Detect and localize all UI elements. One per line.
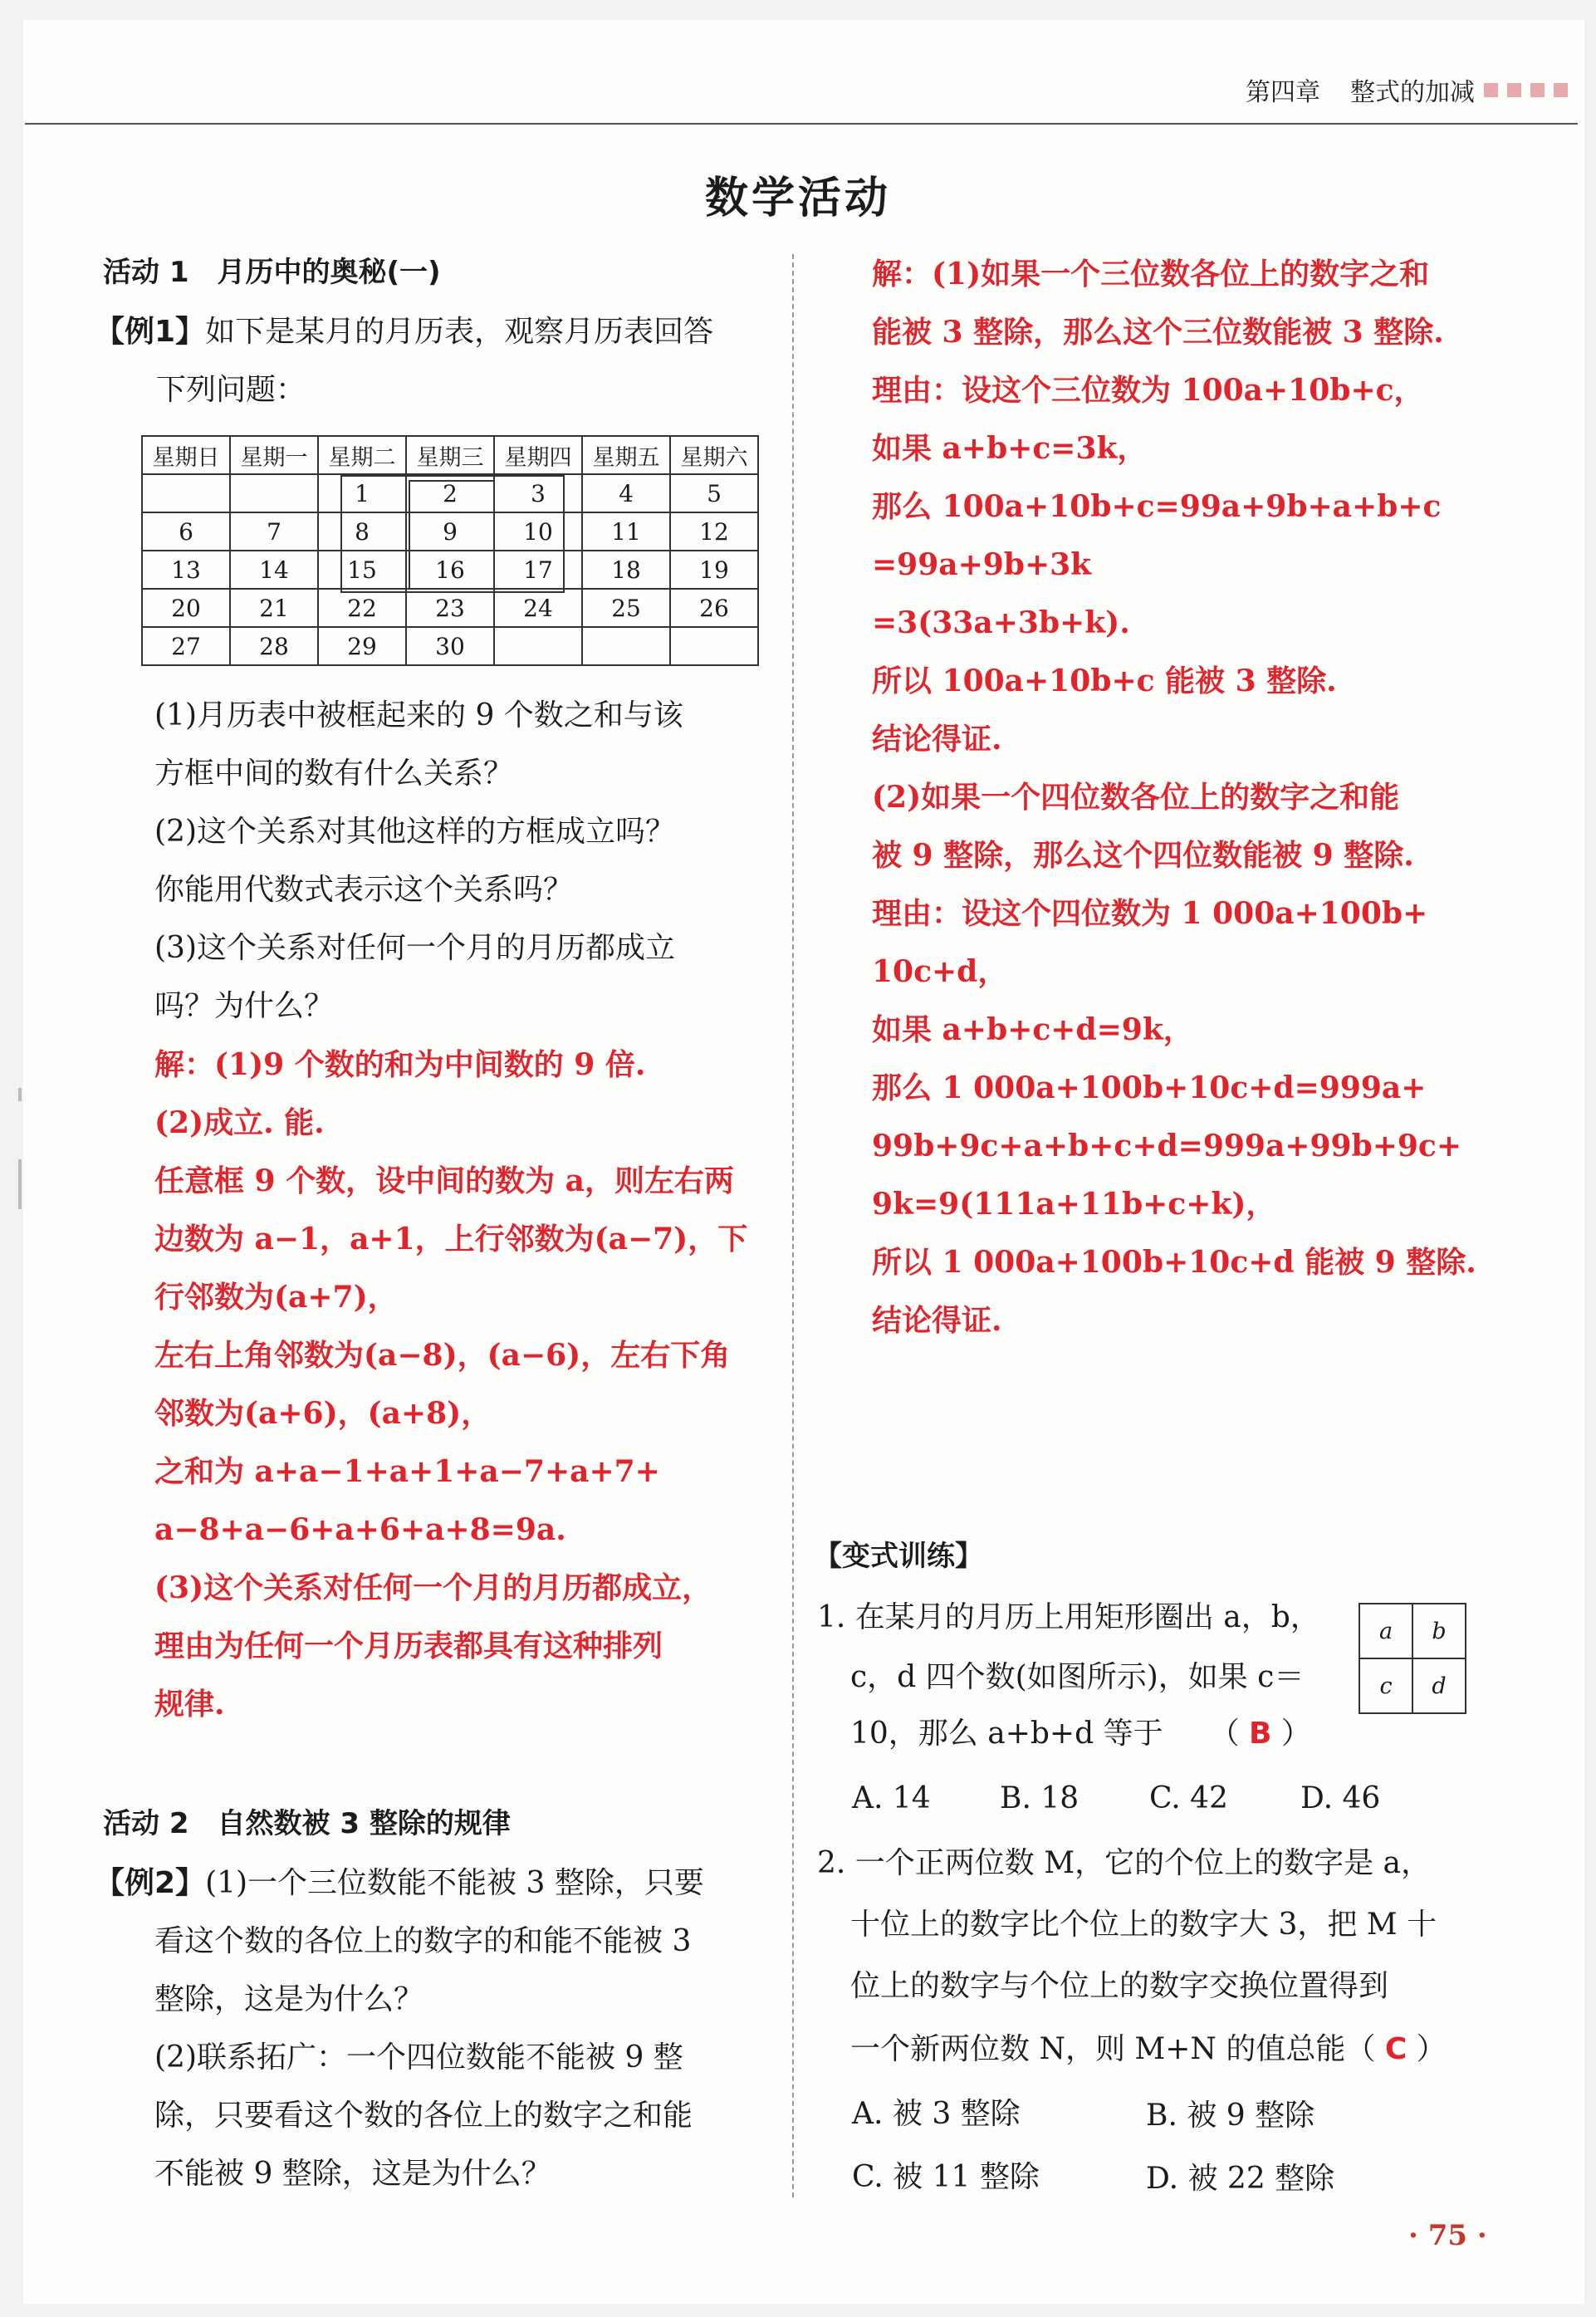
solution2-line: =99a+9b+3k bbox=[872, 547, 1092, 582]
calendar-header: 星期五 bbox=[582, 436, 670, 474]
calendar-cell: 22 bbox=[318, 589, 406, 627]
solution1-line: 解：(1)9 个数的和为中间数的 9 倍. bbox=[154, 1047, 646, 1082]
calendar-cell: 29 bbox=[318, 627, 406, 665]
table-row bbox=[1359, 1604, 1466, 1658]
question-line: (2)这个关系对其他这样的方框成立吗？ bbox=[154, 815, 675, 849]
calendar-cell bbox=[142, 474, 230, 512]
example2-line: 【例2】(1)一个三位数能不能被 3 整除，只要 bbox=[95, 1866, 704, 1900]
q1-option-c: C. 42 bbox=[1149, 1781, 1228, 1815]
q2-option-d: D. 被 22 整除 bbox=[1146, 2162, 1335, 2196]
example2-line: 看这个数的各位上的数字的和能不能被 3 bbox=[154, 1924, 692, 1958]
example2-line: 不能被 9 整除，这是为什么？ bbox=[154, 2157, 551, 2191]
solution1-line: 行邻数为(a+7)， bbox=[154, 1280, 398, 1315]
solution2-line: 99b+9c+a+b+c+d=999a+99b+9c+ bbox=[872, 1129, 1462, 1163]
solution1-line: 邻数为(a+6)，(a+8)， bbox=[154, 1396, 492, 1431]
calendar-cell: 5 bbox=[670, 474, 758, 512]
grid-cell-d: d bbox=[1412, 1658, 1466, 1713]
calendar-cell: 2 bbox=[406, 474, 494, 512]
example2-label: 【例2】 bbox=[95, 1866, 206, 1900]
calendar-cell: 8 bbox=[318, 512, 406, 551]
calendar-cell: 3 bbox=[494, 474, 582, 512]
calendar-cell: 24 bbox=[494, 589, 582, 627]
q1-line: 1. 在某月的月历上用矩形圈出 a，b， bbox=[817, 1600, 1320, 1634]
solution2-line: 能被 3 整除，那么这个三位数能被 3 整除. bbox=[872, 315, 1444, 350]
example1-line2: 下列问题： bbox=[156, 373, 306, 407]
solution2-line: 结论得证. bbox=[872, 1303, 1002, 1338]
q1-option-b: B. 18 bbox=[1000, 1781, 1080, 1815]
solution2-line: 结论得证. bbox=[872, 722, 1002, 757]
calendar-inner-box bbox=[409, 480, 495, 590]
calendar-cell bbox=[494, 627, 582, 665]
decor-square bbox=[1554, 83, 1568, 97]
q1-line: 10，那么 a+b+d 等于 （ B ） bbox=[850, 1717, 1311, 1751]
q2-line: 十位上的数字比个位上的数字大 3，把 M 十 bbox=[850, 1908, 1437, 1942]
q2-line: 一个新两位数 N，则 M+N 的值总能（ C ） bbox=[850, 2032, 1447, 2066]
solution2-line: 如果 a+b+c=3k， bbox=[872, 431, 1148, 466]
calendar-cell bbox=[230, 474, 318, 512]
question-line: 吗？为什么？ bbox=[154, 989, 335, 1023]
q1-answer: B bbox=[1249, 1717, 1272, 1751]
solution2-line: 9k=9(111a+11b+c+k)， bbox=[872, 1187, 1276, 1222]
solution2-line: 理由：设这个四位数为 1 000a+100b+ bbox=[872, 896, 1428, 931]
calendar-cell: 11 bbox=[582, 512, 670, 551]
solution1-line: 任意框 9 个数，设中间的数为 a，则左右两 bbox=[154, 1163, 734, 1198]
topic-label: 整式的加减 bbox=[1350, 78, 1475, 107]
calendar-cell bbox=[582, 627, 670, 665]
calendar-cell: 1 bbox=[318, 474, 406, 512]
solution1-line: 边数为 a−1，a+1，上行邻数为(a−7)，下 bbox=[154, 1222, 748, 1256]
calendar-header: 星期六 bbox=[670, 436, 758, 474]
calendar-cell: 7 bbox=[230, 512, 318, 551]
solution1-line: (2)成立. 能. bbox=[154, 1105, 325, 1140]
q1-option-a: A. 14 bbox=[852, 1781, 931, 1815]
solution2-line: 10c+d， bbox=[872, 954, 1008, 989]
calendar-header: 星期四 bbox=[494, 436, 582, 474]
solution2-line: 那么 100a+10b+c=99a+9b+a+b+c bbox=[872, 489, 1442, 524]
calendar-header: 星期三 bbox=[406, 436, 494, 474]
solution2-line: 所以 1 000a+100b+10c+d 能被 9 整除. bbox=[872, 1245, 1476, 1280]
chapter-label: 第四章 bbox=[1246, 78, 1320, 107]
question-line: 方框中间的数有什么关系？ bbox=[154, 757, 514, 791]
solution1-line: 左右上角邻数为(a−8)，(a−6)，左右下角 bbox=[154, 1338, 731, 1373]
scan-mark bbox=[18, 1088, 22, 1101]
solution1-line: (3)这个关系对任何一个月的月历都成立， bbox=[154, 1570, 712, 1605]
grid-cell-c: c bbox=[1359, 1658, 1412, 1713]
calendar-cell bbox=[670, 627, 758, 665]
calendar-cell: 21 bbox=[230, 589, 318, 627]
question-line: (1)月历表中被框起来的 9 个数之和与该 bbox=[154, 698, 683, 732]
example2-line: 整除，这是为什么？ bbox=[154, 1982, 424, 2016]
table-row bbox=[1359, 1658, 1466, 1713]
solution2-line: 那么 1 000a+100b+10c+d=999a+ bbox=[872, 1070, 1427, 1105]
solution2-line: 理由：设这个三位数为 100a+10b+c， bbox=[872, 373, 1424, 408]
q2-answer: C bbox=[1384, 2032, 1408, 2066]
header-rule bbox=[25, 123, 1578, 125]
activity2-heading: 活动 2 自然数被 3 整除的规律 bbox=[103, 1807, 511, 1840]
calendar-cell: 30 bbox=[406, 627, 494, 665]
calendar-cell: 20 bbox=[142, 589, 230, 627]
decor-square bbox=[1484, 83, 1498, 97]
q2-option-b: B. 被 9 整除 bbox=[1146, 2099, 1315, 2133]
calendar-cell: 23 bbox=[406, 589, 494, 627]
solution2-line: 所以 100a+10b+c 能被 3 整除. bbox=[872, 664, 1337, 698]
calendar-cell: 15 bbox=[318, 551, 406, 589]
decor-square bbox=[1507, 83, 1521, 97]
abcd-grid bbox=[1359, 1603, 1466, 1714]
q2-line: 位上的数字与个位上的数字交换位置得到 bbox=[850, 1969, 1389, 2003]
solution2-line: =3(33a+3b+k). bbox=[872, 605, 1130, 640]
calendar-cell: 6 bbox=[142, 512, 230, 551]
calendar-cell: 10 bbox=[494, 512, 582, 551]
page-number: · 75 · bbox=[1408, 2219, 1487, 2252]
solution1-label: 解： bbox=[154, 1047, 215, 1082]
grid-cell-a: a bbox=[1359, 1604, 1412, 1658]
q2-option-a: A. 被 3 整除 bbox=[852, 2097, 1021, 2131]
calendar-header: 星期一 bbox=[230, 436, 318, 474]
example1-line1: 【例1】如下是某月的月历表，观察月历表回答 bbox=[95, 315, 714, 349]
activity1-heading: 活动 1 月历中的奥秘(一) bbox=[103, 256, 441, 289]
calendar-cell: 4 bbox=[582, 474, 670, 512]
solution2-label: 解： bbox=[872, 257, 933, 291]
practice-heading: 【变式训练】 bbox=[814, 1540, 983, 1573]
column-divider bbox=[792, 254, 794, 2197]
solution1-line: a−8+a−6+a+6+a+8=9a. bbox=[154, 1512, 566, 1547]
calendar-cell: 9 bbox=[406, 512, 494, 551]
calendar-cell: 27 bbox=[142, 627, 230, 665]
question-line: 你能用代数式表示这个关系吗？ bbox=[154, 873, 574, 907]
calendar-header-row bbox=[142, 436, 758, 474]
q1-option-d: D. 46 bbox=[1300, 1781, 1381, 1815]
q2-line: 2. 一个正两位数 M，它的个位上的数字是 a， bbox=[817, 1846, 1432, 1880]
solution1-line: 之和为 a+a−1+a+1+a−7+a+7+ bbox=[154, 1454, 660, 1489]
q2-option-c: C. 被 11 整除 bbox=[852, 2160, 1040, 2194]
scan-mark bbox=[18, 1159, 22, 1209]
calendar-cell: 12 bbox=[670, 512, 758, 551]
example2-line: (2)联系拓广：一个四位数能不能被 9 整 bbox=[154, 2040, 683, 2075]
question-line: (3)这个关系对任何一个月的月历都成立 bbox=[154, 931, 675, 965]
example1-label: 【例1】 bbox=[95, 315, 206, 349]
solution1-line: 理由为任何一个月历表都具有这种排列 bbox=[154, 1629, 663, 1663]
calendar-cell: 18 bbox=[582, 551, 670, 589]
calendar-cell: 26 bbox=[670, 589, 758, 627]
running-header bbox=[1246, 71, 1568, 108]
calendar-cell: 16 bbox=[406, 551, 494, 589]
calendar-cell: 28 bbox=[230, 627, 318, 665]
calendar-row bbox=[142, 589, 758, 627]
solution2-line: 被 9 整除，那么这个四位数能被 9 整除. bbox=[872, 838, 1414, 873]
solution1-line: 规律. bbox=[154, 1687, 225, 1722]
calendar-cell: 14 bbox=[230, 551, 318, 589]
page-title: 数学活动 bbox=[704, 174, 891, 223]
decor-square bbox=[1530, 83, 1545, 97]
example2-line: 除，只要看这个数的各位上的数字之和能 bbox=[154, 2099, 693, 2133]
solution2-line: (2)如果一个四位数各位上的数字之和能 bbox=[872, 780, 1400, 815]
calendar-header: 星期日 bbox=[142, 436, 230, 474]
calendar-cell: 25 bbox=[582, 589, 670, 627]
calendar-cell: 19 bbox=[670, 551, 758, 589]
calendar-row bbox=[142, 627, 758, 665]
grid-cell-b: b bbox=[1412, 1604, 1466, 1658]
solution2-line: 解：(1)如果一个三位数各位上的数字之和 bbox=[872, 257, 1430, 291]
calendar-cell: 17 bbox=[494, 551, 582, 589]
calendar-cell: 13 bbox=[142, 551, 230, 589]
solution2-line: 如果 a+b+c+d=9k， bbox=[872, 1012, 1193, 1047]
calendar-header: 星期二 bbox=[318, 436, 406, 474]
q1-line: c，d 四个数(如图所示)，如果 c＝ bbox=[850, 1660, 1305, 1694]
